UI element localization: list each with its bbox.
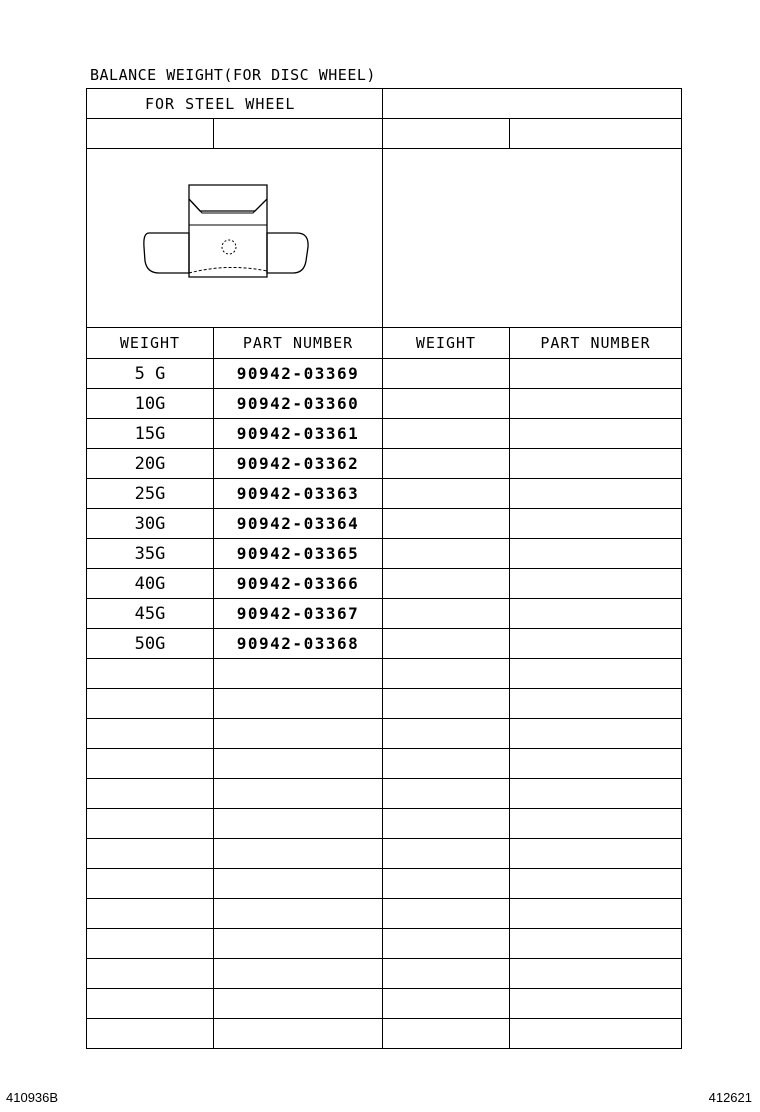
- part-number-cell: 90942-03362: [214, 449, 383, 479]
- empty-cell: [383, 929, 510, 959]
- empty-cell: [510, 689, 682, 719]
- empty-cell: [87, 749, 214, 779]
- empty-cell: [214, 869, 383, 899]
- part-number-cell: 90942-03361: [214, 419, 383, 449]
- part-number-header-right: PART NUMBER: [510, 328, 682, 359]
- weight-cell: 30G: [87, 509, 214, 539]
- weight-cell-right: [383, 539, 510, 569]
- empty-cell: [383, 749, 510, 779]
- empty-cell: [87, 959, 214, 989]
- balance-weight-illustration: [87, 149, 383, 323]
- table-row: [87, 389, 682, 419]
- empty-cell: [87, 869, 214, 899]
- empty-cell: [383, 959, 510, 989]
- weight-cell-right: [383, 479, 510, 509]
- empty-cell: [214, 959, 383, 989]
- empty-cell: [510, 779, 682, 809]
- weight-cell: 25G: [87, 479, 214, 509]
- column-header-row: [87, 328, 682, 359]
- table-row: [87, 449, 682, 479]
- empty-cell: [510, 869, 682, 899]
- empty-table-row: [87, 899, 682, 929]
- table-row: [87, 629, 682, 659]
- figure-code-left: 410936B: [6, 1090, 59, 1105]
- empty-cell: [383, 1019, 510, 1049]
- empty-cell: [214, 839, 383, 869]
- empty-cell: [87, 779, 214, 809]
- empty-cell: [383, 809, 510, 839]
- empty-cell: [87, 899, 214, 929]
- weight-cell-right: [383, 599, 510, 629]
- parts-rows: [87, 359, 682, 1049]
- table-row: [87, 359, 682, 389]
- empty-cell: [87, 809, 214, 839]
- empty-cell: [214, 989, 383, 1019]
- empty-table-row: [87, 719, 682, 749]
- empty-cell: [510, 809, 682, 839]
- weight-cell: 40G: [87, 569, 214, 599]
- part-number-cell: 90942-03365: [214, 539, 383, 569]
- weight-cell-right: [383, 359, 510, 389]
- empty-cell: [510, 1019, 682, 1049]
- part-number-cell-right: [510, 629, 682, 659]
- empty-table-row: [87, 779, 682, 809]
- parts-table-sheet: [86, 88, 681, 1058]
- empty-cell: [510, 899, 682, 929]
- figure-row: [87, 149, 682, 328]
- weight-cell-right: [383, 419, 510, 449]
- weight-cell: 35G: [87, 539, 214, 569]
- part-number-cell: 90942-03368: [214, 629, 383, 659]
- part-number-cell: 90942-03369: [214, 359, 383, 389]
- part-number-cell: 90942-03366: [214, 569, 383, 599]
- part-number-cell-right: [510, 599, 682, 629]
- empty-table-row: [87, 689, 682, 719]
- empty-cell: [510, 719, 682, 749]
- empty-cell: [214, 749, 383, 779]
- weight-cell: 50G: [87, 629, 214, 659]
- weight-header-right: WEIGHT: [383, 328, 510, 359]
- empty-figure-cell: [383, 149, 682, 328]
- empty-table-row: [87, 1019, 682, 1049]
- empty-cell: [214, 809, 383, 839]
- empty-cell: [510, 839, 682, 869]
- part-number-cell: 90942-03363: [214, 479, 383, 509]
- weight-cell: 20G: [87, 449, 214, 479]
- part-number-cell-right: [510, 419, 682, 449]
- empty-table-row: [87, 749, 682, 779]
- empty-cell: [214, 899, 383, 929]
- table-row: [87, 509, 682, 539]
- part-number-cell-right: [510, 479, 682, 509]
- empty-cell: [87, 989, 214, 1019]
- empty-table-row: [87, 929, 682, 959]
- empty-cell: [383, 899, 510, 929]
- page-title: BALANCE WEIGHT(FOR DISC WHEEL): [90, 66, 376, 84]
- part-number-cell-right: [510, 359, 682, 389]
- empty-cell: [87, 689, 214, 719]
- table-row: [87, 569, 682, 599]
- left-group-label: FOR STEEL WHEEL: [87, 89, 383, 119]
- right-group-label: [383, 89, 682, 119]
- weight-cell: 45G: [87, 599, 214, 629]
- weight-header: WEIGHT: [87, 328, 214, 359]
- empty-table-row: [87, 659, 682, 689]
- empty-cell: [510, 749, 682, 779]
- empty-cell: [510, 929, 682, 959]
- empty-cell: [214, 1019, 383, 1049]
- empty-cell: [214, 779, 383, 809]
- table-row: [87, 539, 682, 569]
- spacer-cell: [383, 119, 510, 149]
- empty-cell: [214, 689, 383, 719]
- empty-cell: [510, 659, 682, 689]
- part-number-cell-right: [510, 539, 682, 569]
- spacer-row: [87, 119, 682, 149]
- part-number-cell-right: [510, 389, 682, 419]
- weight-cell-right: [383, 389, 510, 419]
- empty-cell: [214, 929, 383, 959]
- empty-cell: [87, 1019, 214, 1049]
- empty-cell: [383, 779, 510, 809]
- weight-cell-right: [383, 449, 510, 479]
- empty-table-row: [87, 869, 682, 899]
- balance-weight-figure-cell: [87, 149, 383, 328]
- part-number-cell: 90942-03367: [214, 599, 383, 629]
- empty-cell: [87, 839, 214, 869]
- empty-cell: [87, 929, 214, 959]
- table-row: [87, 599, 682, 629]
- weight-cell: 15G: [87, 419, 214, 449]
- empty-cell: [87, 719, 214, 749]
- empty-cell: [510, 959, 682, 989]
- empty-table-row: [87, 989, 682, 1019]
- empty-cell: [383, 989, 510, 1019]
- parts-table: [86, 88, 682, 1049]
- empty-cell: [383, 689, 510, 719]
- weight-cell: 5 G: [87, 359, 214, 389]
- empty-cell: [383, 839, 510, 869]
- empty-cell: [214, 719, 383, 749]
- part-number-cell-right: [510, 449, 682, 479]
- part-number-cell-right: [510, 509, 682, 539]
- part-number-cell: 90942-03364: [214, 509, 383, 539]
- weight-cell-right: [383, 509, 510, 539]
- spacer-cell: [510, 119, 682, 149]
- empty-table-row: [87, 809, 682, 839]
- empty-cell: [510, 989, 682, 1019]
- weight-cell-right: [383, 629, 510, 659]
- empty-cell: [383, 869, 510, 899]
- empty-table-row: [87, 839, 682, 869]
- spacer-cell: [87, 119, 214, 149]
- part-number-cell: 90942-03360: [214, 389, 383, 419]
- part-number-cell-right: [510, 569, 682, 599]
- empty-cell: [87, 659, 214, 689]
- weight-cell-right: [383, 569, 510, 599]
- group-header-row: [87, 89, 682, 119]
- empty-table-row: [87, 959, 682, 989]
- spacer-cell: [214, 119, 383, 149]
- empty-cell: [214, 659, 383, 689]
- figure-code-right: 412621: [708, 1090, 752, 1105]
- empty-cell: [383, 659, 510, 689]
- table-row: [87, 479, 682, 509]
- part-number-header: PART NUMBER: [214, 328, 383, 359]
- empty-cell: [383, 719, 510, 749]
- table-row: [87, 419, 682, 449]
- weight-cell: 10G: [87, 389, 214, 419]
